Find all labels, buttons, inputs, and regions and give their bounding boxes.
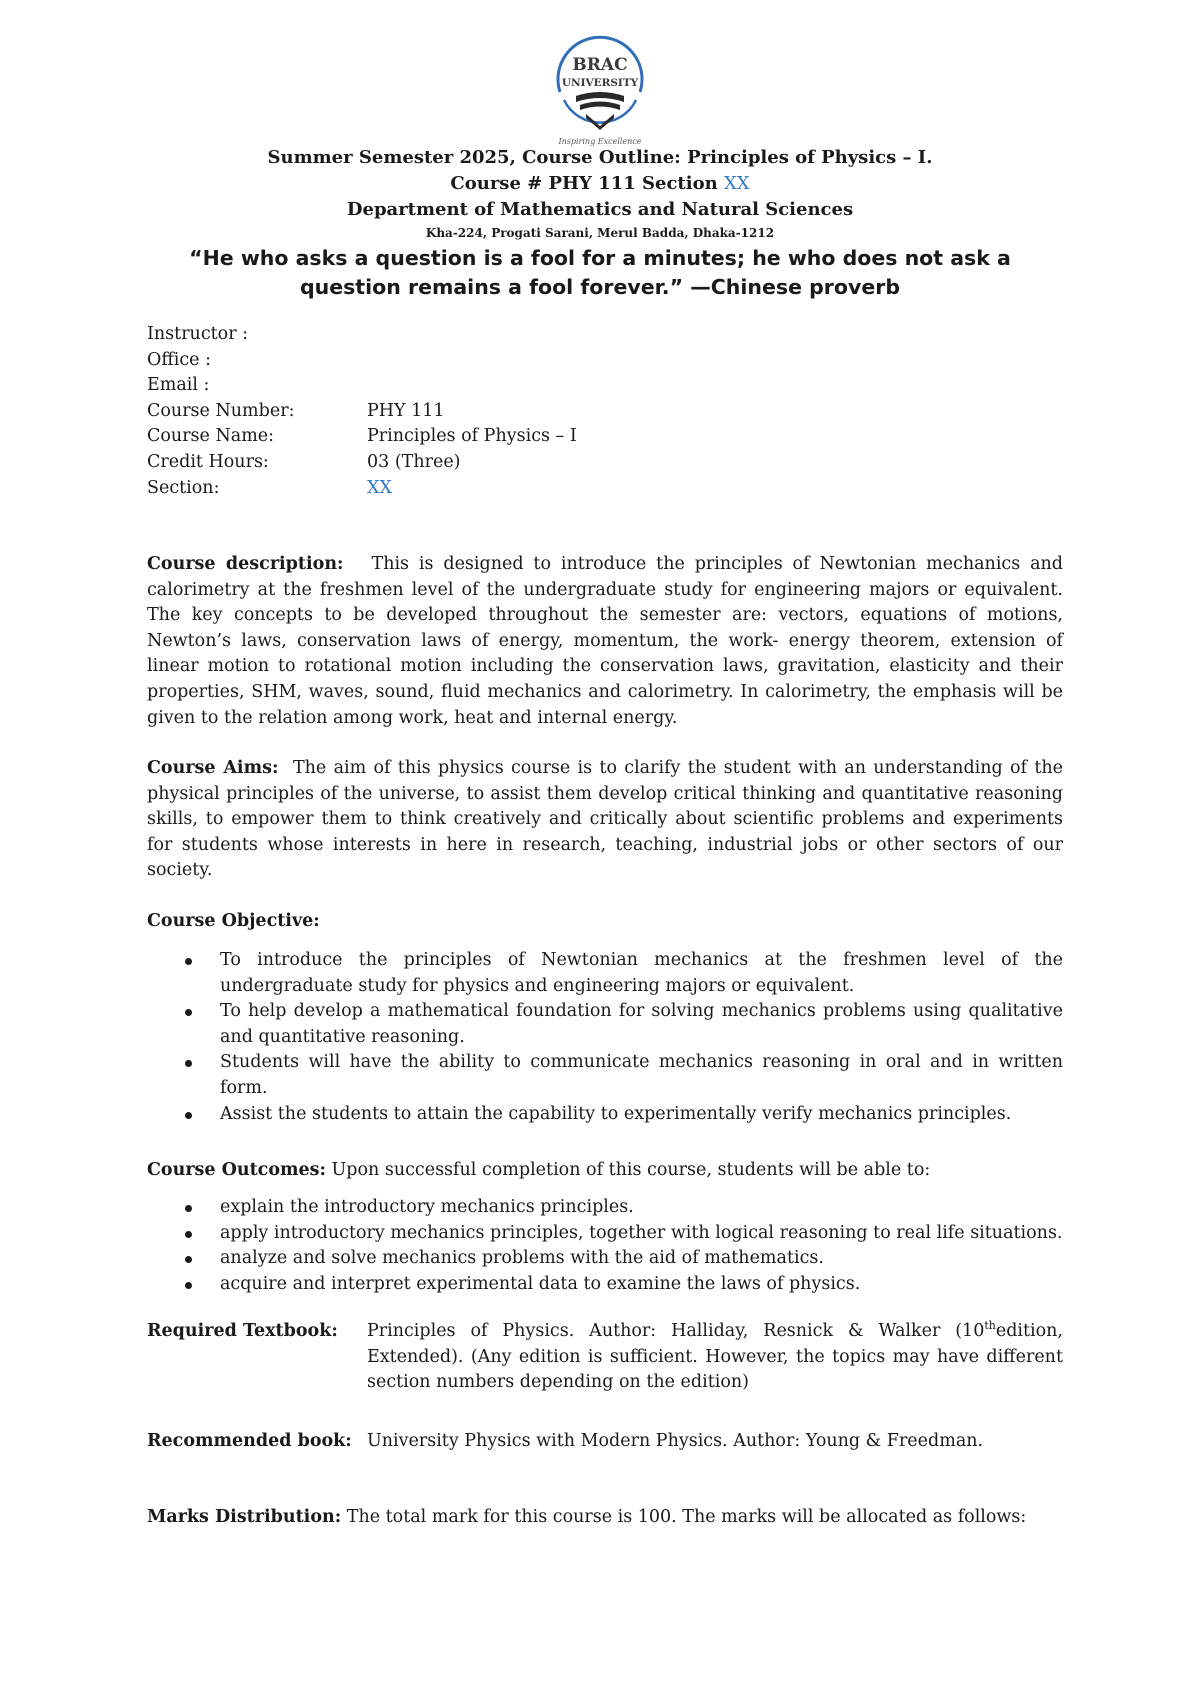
objective-item-text: Assist the students to attain the capability to experimentally verify mechanics principles. bbox=[220, 1103, 1012, 1124]
aims-text: The aim of this physics course is to clarify the student with an understanding of the physical principles of the universe, to assist them develop critical thinking and quantitative reasoning skills, to empower them to think creatively and critically about scientific problems and experiments for students whose interests in here in research, teaching, industrial jobs or other sectors of our society. bbox=[147, 758, 1063, 881]
list-item bbox=[147, 948, 1063, 999]
marks-text: The total mark for this course is 100. The marks will be allocated as follows: bbox=[346, 1507, 1027, 1527]
info-value: PHY 111 bbox=[367, 400, 445, 421]
marks-heading: Marks Distribution: bbox=[147, 1507, 342, 1527]
course-prefix: Course # PHY 111 Section bbox=[450, 173, 724, 194]
textbook-label: Required Textbook: bbox=[147, 1321, 338, 1341]
objective-heading: Course Objective: bbox=[147, 911, 320, 931]
proverb-quote: “He who asks a question is a fool for a minutes; he who does not ask a question remains a fool forever.” —Chinese proverb bbox=[189, 246, 1011, 299]
aims-heading: Course Aims: bbox=[147, 758, 279, 778]
outcome-item-text: analyze and solve mechanics problems with the aid of mathematics. bbox=[220, 1248, 824, 1269]
info-value: Principles of Physics – I bbox=[367, 426, 577, 447]
info-row-instructor bbox=[147, 322, 577, 348]
department-address: Kha-224, Progati Sarani, Merul Badda, Dhaka-1212 bbox=[425, 226, 775, 240]
course-line bbox=[0, 173, 1200, 194]
info-row-course-number bbox=[147, 399, 577, 425]
description-text: This is designed to introduce the principles of Newtonian mechanics and calorimetry at the freshmen level of the undergraduate study for engineering majors or equivalent. The key concepts to be developed throughout the semester are: vectors, equations of motions, Newton’s laws, conservation laws of energy, momentum, the work- energy theorem, extension of linear motion to rotational motion including the conservation laws, gravitation, elasticity and their properties, SHM, waves, sound, fluid mechanics and calorimetry. In calorimetry, the emphasis will be given to the relation among work, heat and internal energy. bbox=[147, 554, 1063, 728]
objective-list bbox=[147, 948, 1063, 1127]
info-row-email bbox=[147, 373, 577, 399]
recommended-label: Recommended book: bbox=[147, 1431, 352, 1451]
recommended-text: University Physics with Modern Physics. Author: Young & Freedman. bbox=[367, 1431, 984, 1451]
objective-heading-block bbox=[147, 909, 1063, 935]
info-value: 03 (Three) bbox=[367, 451, 461, 472]
list-item bbox=[147, 1195, 1063, 1221]
course-outcomes bbox=[147, 1158, 1063, 1184]
info-row-credit-hours bbox=[147, 450, 577, 476]
outcomes-heading: Course Outcomes: bbox=[147, 1160, 326, 1180]
list-item bbox=[147, 1050, 1063, 1101]
outcomes-list bbox=[147, 1195, 1063, 1297]
outcome-item-text: acquire and interpret experimental data to examine the laws of physics. bbox=[220, 1273, 861, 1294]
logo-line2: UNIVERSITY bbox=[561, 77, 639, 89]
recommended-book bbox=[147, 1429, 1063, 1455]
info-row-course-name bbox=[147, 424, 577, 450]
document-title: Summer Semester 2025, Course Outline: Principles of Physics – I. bbox=[267, 147, 933, 168]
required-textbook bbox=[147, 1319, 1063, 1396]
list-item bbox=[147, 999, 1063, 1050]
brac-university-logo bbox=[546, 30, 654, 148]
list-item bbox=[147, 1246, 1063, 1272]
logo-line1: BRAC bbox=[572, 55, 628, 75]
info-label: Course Name: bbox=[147, 426, 275, 447]
list-item bbox=[147, 1221, 1063, 1247]
info-row-section bbox=[147, 476, 577, 502]
info-label: Course Number: bbox=[147, 400, 295, 421]
textbook-text-before: Principles of Physics. Author: Halliday, Resnick & Walker (10 bbox=[367, 1321, 985, 1341]
textbook-text-after: edition, Extended). (Any edition is sufficient. However, the topics may have different section numbers depending on the edition) bbox=[367, 1321, 1063, 1393]
section-code: XX bbox=[723, 173, 750, 194]
info-row-office bbox=[147, 348, 577, 374]
outcome-item-text: explain the introductory mechanics principles. bbox=[220, 1197, 634, 1217]
info-label: Section: bbox=[147, 477, 220, 498]
course-description bbox=[147, 552, 1063, 731]
info-label: Credit Hours: bbox=[147, 451, 269, 472]
outcomes-intro: Upon successful completion of this course, students will be able to: bbox=[331, 1160, 931, 1180]
course-info bbox=[147, 322, 577, 501]
textbook-sup: th bbox=[984, 1319, 996, 1333]
objective-item-text: Students will have the ability to communicate mechanics reasoning in oral and in written form. bbox=[220, 1052, 1063, 1098]
textbook-text bbox=[367, 1319, 1063, 1396]
description-heading: Course description: bbox=[147, 554, 344, 574]
course-aims bbox=[147, 756, 1063, 884]
info-label: Email : bbox=[147, 375, 210, 396]
list-item bbox=[147, 1102, 1063, 1128]
info-label: Office : bbox=[147, 349, 211, 370]
objective-item-text: To help develop a mathematical foundation for solving mechanics problems using qualitative and quantitative reasoning. bbox=[220, 1001, 1063, 1047]
list-item bbox=[147, 1272, 1063, 1298]
objective-item-text: To introduce the principles of Newtonian mechanics at the freshmen level of the undergraduate study for physics and engineering majors or equivalent. bbox=[220, 950, 1063, 996]
outcome-item-text: apply introductory mechanics principles, together with logical reasoning to real life situations. bbox=[220, 1222, 1063, 1243]
info-label: Instructor : bbox=[147, 324, 249, 344]
info-value-section: XX bbox=[367, 477, 392, 498]
department-name: Department of Mathematics and Natural Sciences bbox=[346, 199, 854, 220]
logo-tagline: Inspiring Excellence bbox=[558, 137, 642, 146]
marks-distribution bbox=[147, 1505, 1063, 1531]
